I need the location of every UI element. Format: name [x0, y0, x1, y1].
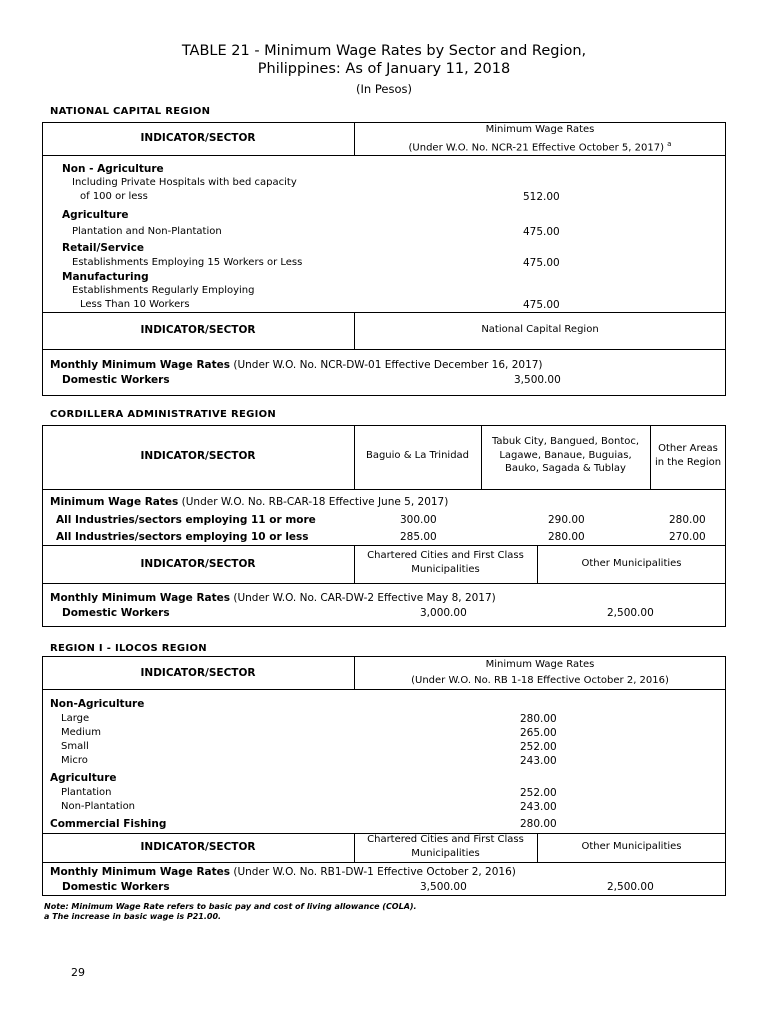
domestic-workers-label: Domestic Workers: [62, 881, 170, 893]
domestic-workers-label: Domestic Workers: [62, 374, 170, 386]
column-header-indicator: INDICATOR/SECTOR: [140, 132, 256, 144]
region-heading-ilocos: REGION I - ILOCOS REGION: [50, 643, 207, 654]
wage-value: 280.00: [520, 818, 557, 830]
column-header-indicator: INDICATOR/SECTOR: [140, 324, 256, 336]
monthly-wage-heading: Monthly Minimum Wage Rates (Under W.O. No. CAR-DW-2 Effective May 8, 2017): [50, 592, 496, 604]
wage-value: 475.00: [523, 226, 560, 238]
wage-value: 300.00: [400, 514, 437, 526]
page-subtitle: (In Pesos): [356, 82, 412, 96]
wage-value: 270.00: [669, 531, 706, 543]
minimum-wage-heading: Minimum Wage Rates (Under W.O. No. RB-CAR-18 Effective June 5, 2017): [50, 496, 449, 508]
wage-value: 475.00: [523, 257, 560, 269]
column-header-chartered: Chartered Cities and First Class: [367, 834, 524, 845]
sector-sublabel: Plantation and Non-Plantation: [72, 226, 222, 237]
wage-value: 475.00: [523, 299, 560, 311]
wage-value: 3,000.00: [420, 607, 467, 619]
sector-sublabel: Including Private Hospitals with bed capacity: [72, 177, 297, 188]
sector-label: Non - Agriculture: [62, 163, 164, 175]
column-header-other-areas: in the Region: [654, 457, 722, 468]
column-header-baguio: Baguio & La Trinidad: [365, 450, 470, 461]
wage-value: 285.00: [400, 531, 437, 543]
column-header-tabuk: Lagawe, Banaue, Buguias,: [499, 450, 632, 461]
sector-sublabel: Plantation: [61, 787, 112, 798]
region-heading-ncr: NATIONAL CAPITAL REGION: [50, 106, 211, 117]
monthly-wage-heading: Monthly Minimum Wage Rates (Under W.O. No. RB1-DW-1 Effective October 2, 2016): [50, 866, 516, 878]
column-header-rates: Minimum Wage Rates: [485, 659, 595, 670]
column-header-chartered: Municipalities: [411, 564, 480, 575]
wage-value: 280.00: [669, 514, 706, 526]
footnote-marker: a: [667, 140, 672, 148]
column-header-indicator: INDICATOR/SECTOR: [140, 450, 256, 462]
wage-value: 512.00: [523, 191, 560, 203]
sector-sublabel: Non-Plantation: [61, 801, 136, 812]
domestic-workers-label: Domestic Workers: [62, 607, 170, 619]
column-header-region: National Capital Region: [481, 324, 599, 335]
column-header-other-areas: Other Areas: [658, 443, 718, 454]
column-header-rates-order: (Under W.O. No. RB 1-18 Effective October 2, 2016): [411, 675, 669, 686]
column-header-rates: Minimum Wage Rates: [485, 124, 595, 135]
page-title-line2: Philippines: As of January 11, 2018: [257, 61, 511, 77]
column-header-rates-order: (Under W.O. No. NCR-21 Effective October 5, 2017) $^a$: [408, 140, 672, 154]
column-header-tabuk: Bauko, Sagada & Tublay: [505, 463, 626, 474]
region-heading-car: CORDILLERA ADMINISTRATIVE REGION: [50, 409, 277, 420]
column-header-chartered: Municipalities: [411, 848, 480, 859]
column-header-indicator: INDICATOR/SECTOR: [140, 558, 256, 570]
wage-value: 2,500.00: [607, 881, 654, 893]
footnote-a: a The increase in basic wage is P21.00.: [44, 912, 222, 921]
wage-value: 265.00: [520, 727, 557, 739]
wage-value: 243.00: [520, 801, 557, 813]
column-header-indicator: INDICATOR/SECTOR: [140, 841, 256, 853]
sector-label: All Industries/sectors employing 10 or less: [56, 531, 309, 543]
sector-label: Non-Agriculture: [50, 698, 145, 710]
table-ilocos: [42, 656, 726, 896]
column-header-chartered: Chartered Cities and First Class: [367, 550, 524, 561]
column-header-indicator: INDICATOR/SECTOR: [140, 667, 256, 679]
wage-value: 252.00: [520, 741, 557, 753]
column-header-other-municipalities: Other Municipalities: [581, 558, 682, 569]
wage-value: 290.00: [548, 514, 585, 526]
sector-label: Agriculture: [62, 209, 129, 221]
sector-sublabel: Medium: [61, 727, 101, 738]
wage-value: 2,500.00: [607, 607, 654, 619]
sector-sublabel: Large: [61, 713, 90, 724]
wage-value: 252.00: [520, 787, 557, 799]
wage-value: 243.00: [520, 755, 557, 767]
sector-sublabel: Micro: [61, 755, 88, 766]
monthly-wage-heading: Monthly Minimum Wage Rates (Under W.O. No. NCR-DW-01 Effective December 16, 2017): [50, 359, 543, 371]
sector-sublabel: of 100 or less: [80, 191, 148, 202]
wage-value: 3,500.00: [514, 374, 561, 386]
sector-label: All Industries/sectors employing 11 or more: [56, 514, 316, 526]
sector-sublabel: Establishments Regularly Employing: [72, 285, 255, 296]
sector-label: Agriculture: [50, 772, 117, 784]
sector-sublabel: Less Than 10 Workers: [80, 299, 190, 310]
page-number: 29: [71, 966, 85, 979]
sector-sublabel: Establishments Employing 15 Workers or Less: [72, 257, 303, 268]
sector-label: Manufacturing: [62, 271, 149, 283]
sector-label: Retail/Service: [62, 242, 144, 254]
column-header-tabuk: Tabuk City, Bangued, Bontoc,: [491, 436, 640, 447]
sector-sublabel: Small: [61, 741, 89, 752]
sector-label: Commercial Fishing: [50, 818, 167, 830]
wage-value: 280.00: [548, 531, 585, 543]
footnote-note: Note: Minimum Wage Rate refers to basic pay and cost of living allowance (COLA).: [44, 902, 417, 911]
column-header-other-municipalities: Other Municipalities: [581, 841, 682, 852]
wage-value: 3,500.00: [420, 881, 467, 893]
page-title: TABLE 21 - Minimum Wage Rates by Sector and Region,: [181, 43, 587, 59]
wage-value: 280.00: [520, 713, 557, 725]
